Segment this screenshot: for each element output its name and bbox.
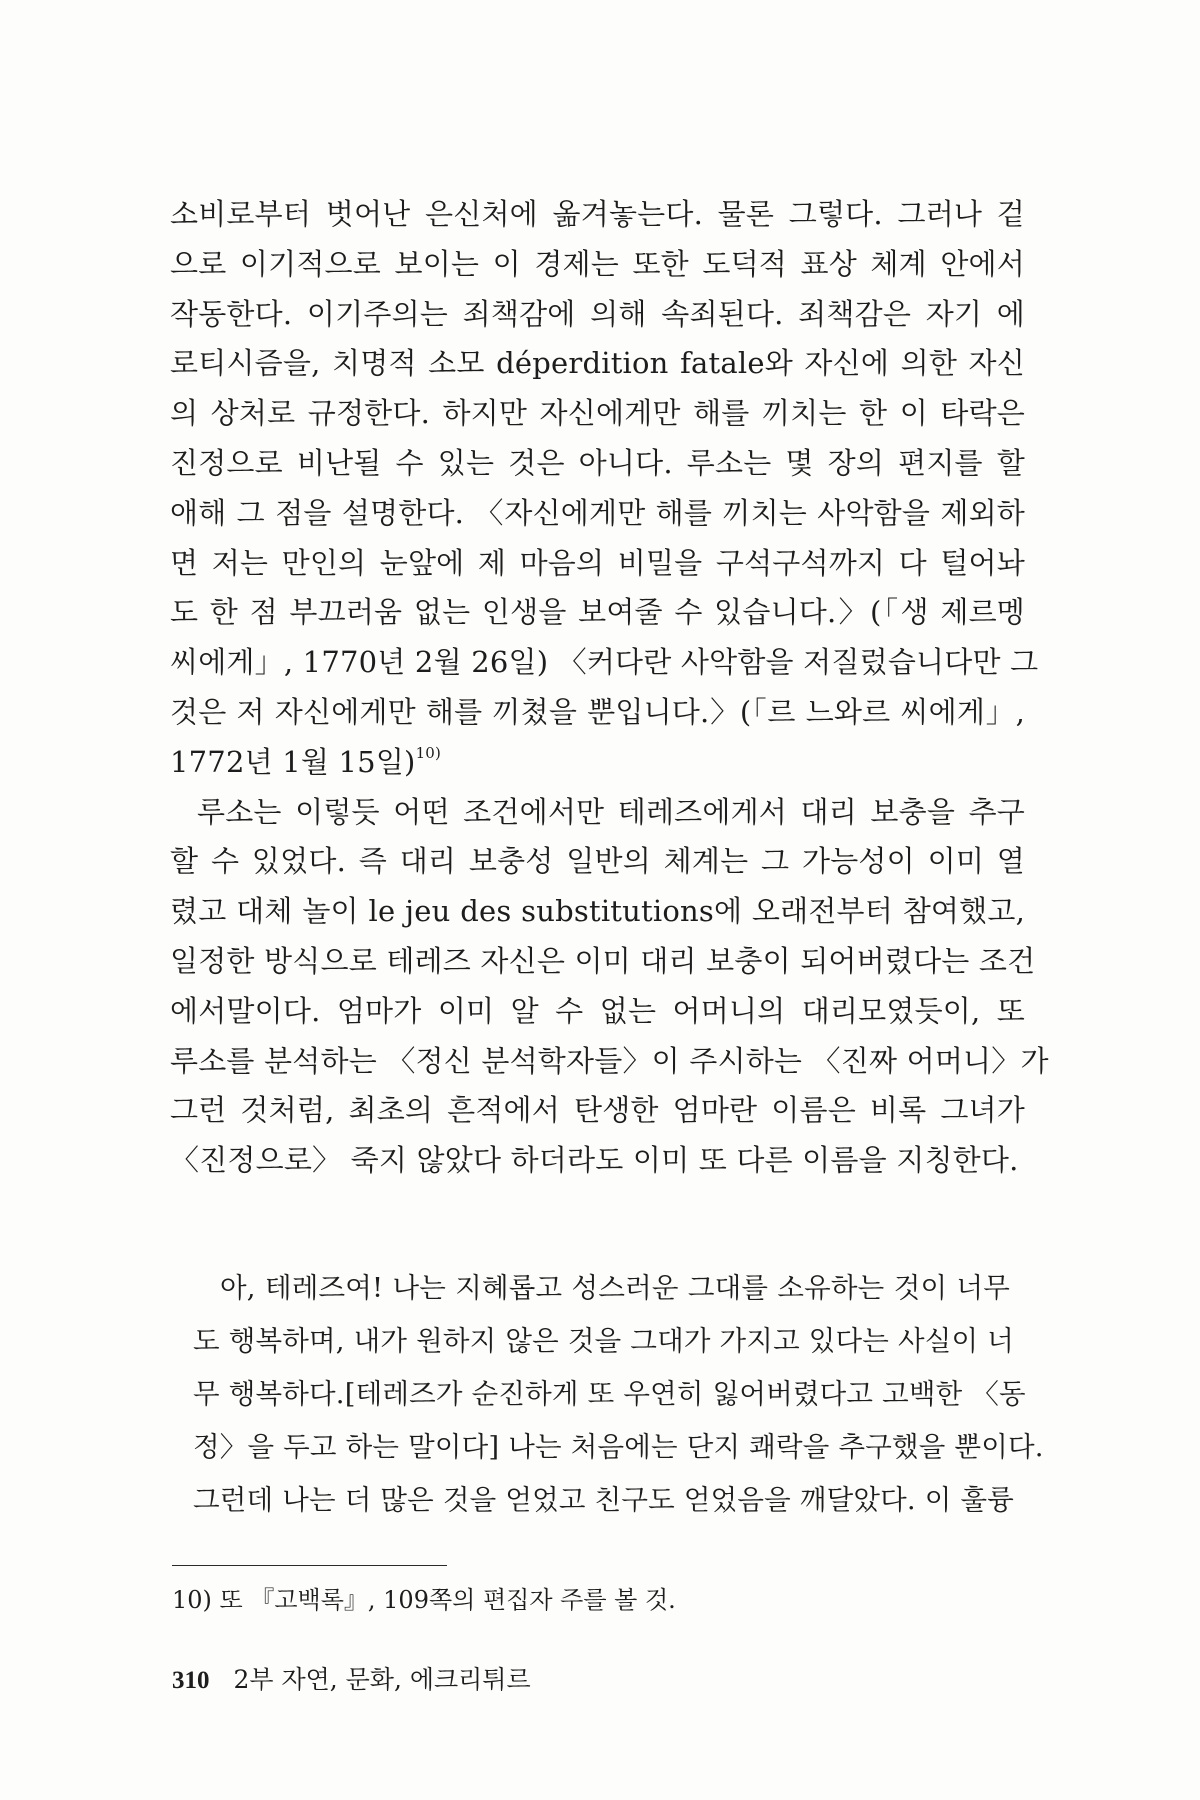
footnote-divider <box>172 1565 447 1566</box>
block-quote <box>193 1262 1044 1527</box>
main-text-body <box>170 190 1049 1186</box>
text-line: 작동한다. 이기주의는 죄책감에 의해 속죄된다. 죄책감은 자기 에 <box>170 296 1025 331</box>
footnote-10: 10) 또 『고백록』, 109쪽의 편집자 주를 볼 것. <box>172 1586 676 1614</box>
running-section-title: 2부 자연, 문화, 에크리튀르 <box>233 1665 531 1694</box>
text-line: 으로 이기적으로 보이는 이 경제는 또한 도덕적 표상 체계 안에서 <box>170 246 1025 281</box>
text-line: 것은 저 자신에게만 해를 끼쳤을 뿐입니다.〉(「르 느와르 씨에게」, <box>170 694 1025 729</box>
text-line: 씨에게」, 1770년 2월 26일) 〈커다란 사악함을 저질렀습니다만 그 <box>170 645 1039 680</box>
text-line: 로티시즘을, 치명적 소모 déperdition fatale와 자신에 의한 자신 <box>170 346 1025 381</box>
quote-line: 정〉을 두고 하는 말이다] 나는 처음에는 단지 쾌락을 추구했을 뿐이다. <box>193 1431 1044 1463</box>
text-line: 의 상처로 규정한다. 하지만 자신에게만 해를 끼치는 한 이 타락은 <box>170 396 1025 431</box>
quote-line: 그런데 나는 더 많은 것을 얻었고 친구도 얻었음을 깨달았다. 이 훌륭 <box>193 1484 1015 1516</box>
text-line: 진정으로 비난될 수 있는 것은 아니다. 루소는 몇 장의 편지를 할 <box>170 445 1025 480</box>
page-number: 310 <box>172 1667 210 1694</box>
text-line-with-footnote <box>170 738 1025 788</box>
text-line: 그런 것처럼, 최초의 흔적에서 탄생한 엄마란 이름은 비록 그녀가 <box>170 1093 1025 1128</box>
text-line-content: 1772년 1월 15일) <box>170 744 416 779</box>
text-line: 애해 그 점을 설명한다. 〈자신에게만 해를 끼치는 사악함을 제외하 <box>170 495 1025 530</box>
text-line: 할 수 있었다. 즉 대리 보충성 일반의 체계는 그 가능성이 이미 열 <box>170 844 1025 879</box>
paragraph-start-line: 루소는 이렇듯 어떤 조건에서만 테레즈에게서 대리 보충을 추구 <box>197 794 1025 829</box>
page-footer <box>172 1663 531 1698</box>
footnote-reference[interactable]: 10) <box>415 743 442 762</box>
quote-line: 도 행복하며, 내가 원하지 않은 것을 그대가 가지고 있다는 사실이 너 <box>193 1325 1015 1357</box>
quote-line: 아, 테레즈여! 나는 지혜롭고 성스러운 그대를 소유하는 것이 너무 <box>220 1272 1010 1304</box>
text-line: 면 저는 만인의 눈앞에 제 마음의 비밀을 구석구석까지 다 털어놔 <box>170 545 1025 580</box>
text-line: 소비로부터 벗어난 은신처에 옮겨놓는다. 물론 그렇다. 그러나 겉 <box>170 197 1025 231</box>
text-line: 〈진정으로〉 죽지 않았다 하더라도 이미 또 다른 이름을 지칭한다. <box>170 1143 1019 1178</box>
text-line: 도 한 점 부끄러움 없는 인생을 보여줄 수 있습니다.〉(「생 제르멩 <box>170 595 1025 630</box>
text-line: 일정한 방식으로 테레즈 자신은 이미 대리 보충이 되어버렸다는 조건 <box>170 943 1036 978</box>
text-line: 렸고 대체 놀이 le jeu des substitutions에 오래전부터 참여했고, <box>170 894 1025 929</box>
quote-line: 무 행복하다.[테레즈가 순진하게 또 우연히 잃어버렸다고 고백한 〈동 <box>193 1378 1026 1410</box>
text-line: 루소를 분석하는 〈정신 분석학자들〉이 주시하는 〈진짜 어머니〉가 <box>170 1043 1049 1078</box>
text-line: 에서말이다. 엄마가 이미 알 수 없는 어머니의 대리모였듯이, 또 <box>170 993 1025 1028</box>
